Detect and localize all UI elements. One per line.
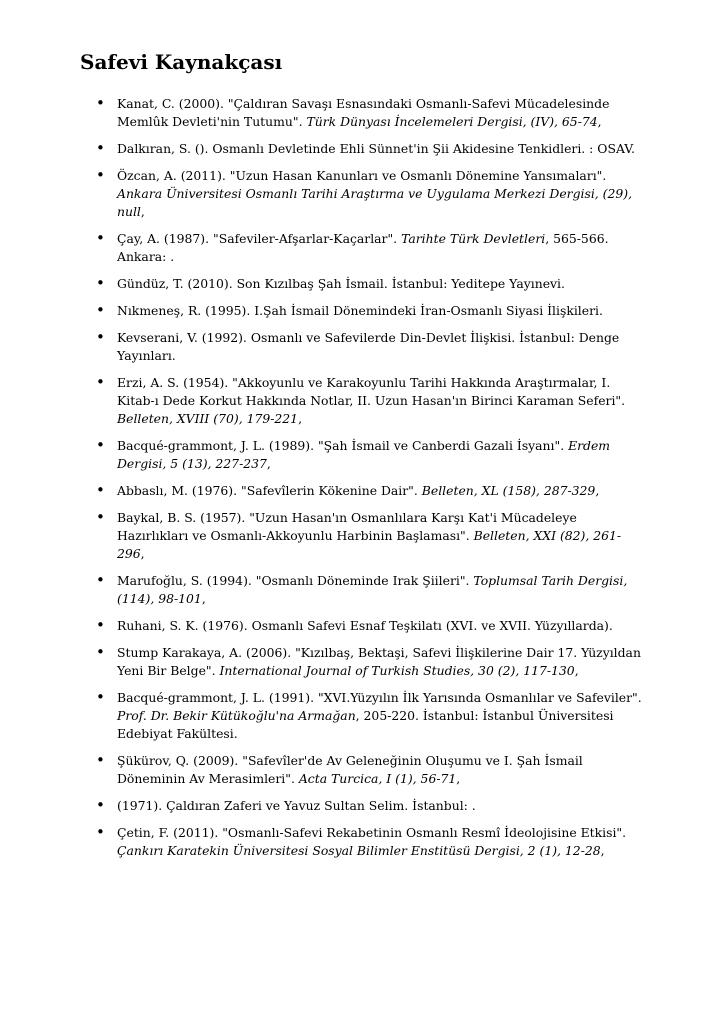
reference-text: Kevserani, V. (1992). Osmanlı ve Safevilerde Din-Devlet İlişkisi. İstanbul: Denge Yayınları. <box>117 330 620 363</box>
reference-text: Bacqué-grammont, J. L. (1989). "Şah İsmail ve Canberdi Gazali İsyanı". <box>117 438 569 453</box>
bullet-icon: • <box>96 436 105 454</box>
reference-item <box>96 752 646 788</box>
reference-item <box>96 275 646 293</box>
reference-item <box>96 167 646 221</box>
reference-list <box>96 95 646 869</box>
reference-suffix: , 565-566. Ankara: . <box>117 231 609 264</box>
reference-text: Özcan, A. (2011). "Uzun Hasan Kanunları ve Osmanlı Dönemine Yansımaları". <box>117 168 607 183</box>
reference-item <box>96 95 646 131</box>
bullet-icon: • <box>96 274 105 292</box>
reference-suffix: , <box>266 456 271 471</box>
reference-item <box>96 824 646 860</box>
reference-item <box>96 140 646 158</box>
reference-text: Çetin, F. (2011). "Osmanlı-Safevi Rekabetinin Osmanlı Resmî İdeolojisine Etkisi". <box>117 825 627 840</box>
bullet-icon: • <box>96 373 105 391</box>
reference-item <box>96 644 646 680</box>
bullet-icon: • <box>96 796 105 814</box>
bullet-icon: • <box>96 229 105 247</box>
reference-source: Ankara Üniversitesi Osmanlı Tarihi Araştırma ve Uygulama Merkezi Dergisi, (29), null <box>117 186 633 219</box>
reference-source: Türk Dünyası İncelemeleri Dergisi, (IV), 65-74 <box>306 114 598 129</box>
reference-suffix: , <box>600 843 605 858</box>
reference-text: Marufoğlu, S. (1994). "Osmanlı Döneminde Irak Şiileri". <box>117 573 474 588</box>
reference-text: Nıkmeneş, R. (1995). I.Şah İsmail Dönemindeki İran-Osmanlı Siyasi İlişkileri. <box>117 303 603 318</box>
reference-source: Belleten, XVIII (70), 179-221 <box>117 411 299 426</box>
reference-item <box>96 374 646 428</box>
bullet-icon: • <box>96 571 105 589</box>
bullet-icon: • <box>96 328 105 346</box>
bullet-icon: • <box>96 751 105 769</box>
bullet-icon: • <box>96 688 105 706</box>
reference-item <box>96 302 646 320</box>
reference-suffix: , <box>595 483 600 498</box>
reference-text: Kanat, C. (2000). "Çaldıran Savaşı Esnasındaki Osmanlı-Safevi Mücadelesinde Memlûk Devleti'nin Tutumu". <box>117 96 610 129</box>
reference-item <box>96 689 646 743</box>
reference-item <box>96 572 646 608</box>
reference-text: Erzi, A. S. (1954). "Akkoyunlu ve Karakoyunlu Tarihi Hakkında Araştırmalar, I. Kitab-ı Dede Korkut Hakkında Notlar, II. Uzun Hasan'ın Birinci Karaman Seferi". <box>117 375 626 408</box>
reference-source: Acta Turcica, I (1), 56-71 <box>298 771 457 786</box>
reference-suffix: , <box>597 114 602 129</box>
reference-source: Prof. Dr. Bekir Kütükoğlu'na Armağan <box>117 708 356 723</box>
reference-item <box>96 797 646 815</box>
reference-suffix: , 205-220. İstanbul: İstanbul Üniversitesi Edebiyat Fakültesi. <box>117 708 614 741</box>
reference-text: Abbaslı, M. (1976). "Safevîlerin Kökenine Dair". <box>117 483 422 498</box>
bullet-icon: • <box>96 139 105 157</box>
reference-text: (1971). Çaldıran Zaferi ve Yavuz Sultan Selim. İstanbul: . <box>117 798 476 813</box>
bullet-icon: • <box>96 616 105 634</box>
reference-text: Gündüz, T. (2010). Son Kızılbaş Şah İsmail. İstanbul: Yeditepe Yayınevi. <box>117 276 565 291</box>
reference-item <box>96 230 646 266</box>
reference-source: International Journal of Turkish Studies, 30 (2), 117-130 <box>219 663 575 678</box>
reference-item <box>96 617 646 635</box>
bullet-icon: • <box>96 94 105 112</box>
reference-source: Belleten, XXI (82), 261-296 <box>117 528 622 561</box>
reference-source: Erdem Dergisi, 5 (13), 227-237 <box>117 438 611 471</box>
reference-suffix: , <box>201 591 206 606</box>
reference-source: Çankırı Karatekin Üniversitesi Sosyal Bilimler Enstitüsü Dergisi, 2 (1), 12-28 <box>117 843 601 858</box>
reference-text: Dalkıran, S. (). Osmanlı Devletinde Ehli Sünnet'in Şii Akidesine Tenkidleri. : OSAV. <box>117 141 635 156</box>
bullet-icon: • <box>96 481 105 499</box>
reference-suffix: , <box>140 546 145 561</box>
reference-item <box>96 329 646 365</box>
reference-text: Ruhani, S. K. (1976). Osmanlı Safevi Esnaf Teşkilatı (XVI. ve XVII. Yüzyıllarda). <box>117 618 613 633</box>
bullet-icon: • <box>96 823 105 841</box>
reference-suffix: , <box>298 411 303 426</box>
reference-text: Şükürov, Q. (2009). "Safevîler'de Av Geleneğinin Oluşumu ve I. Şah İsmail Döneminin Av Merasimleri". <box>117 753 583 786</box>
reference-suffix: , <box>456 771 461 786</box>
reference-text: Baykal, B. S. (1957). "Uzun Hasan'ın Osmanlılara Karşı Kat'i Mücadeleye Hazırlıkları ve Osmanlı-Akkoyunlu Harbinin Başlaması". <box>117 510 577 543</box>
reference-suffix: , <box>140 204 145 219</box>
reference-text: Çay, A. (1987). "Safeviler-Afşarlar-Kaçarlar". <box>117 231 402 246</box>
reference-text: Bacqué-grammont, J. L. (1991). "XVI.Yüzyılın İlk Yarısında Osmanlılar ve Safeviler". <box>117 690 642 705</box>
reference-source: Tarihte Türk Devletleri <box>401 231 546 246</box>
bullet-icon: • <box>96 508 105 526</box>
reference-suffix: , <box>574 663 579 678</box>
reference-item <box>96 509 646 563</box>
reference-text: Stump Karakaya, A. (2006). "Kızılbaş, Bektaşi, Safevi İlişkilerine Dair 17. Yüzyıldan Yeni Bir Belge". <box>117 645 641 678</box>
reference-source: Belleten, XL (158), 287-329 <box>421 483 596 498</box>
reference-source: Toplumsal Tarih Dergisi, (114), 98-101 <box>117 573 628 606</box>
bullet-icon: • <box>96 301 105 319</box>
reference-item <box>96 437 646 473</box>
reference-item <box>96 482 646 500</box>
bullet-icon: • <box>96 166 105 184</box>
page-title: Safevi Kaynakçası <box>80 50 283 74</box>
bullet-icon: • <box>96 643 105 661</box>
